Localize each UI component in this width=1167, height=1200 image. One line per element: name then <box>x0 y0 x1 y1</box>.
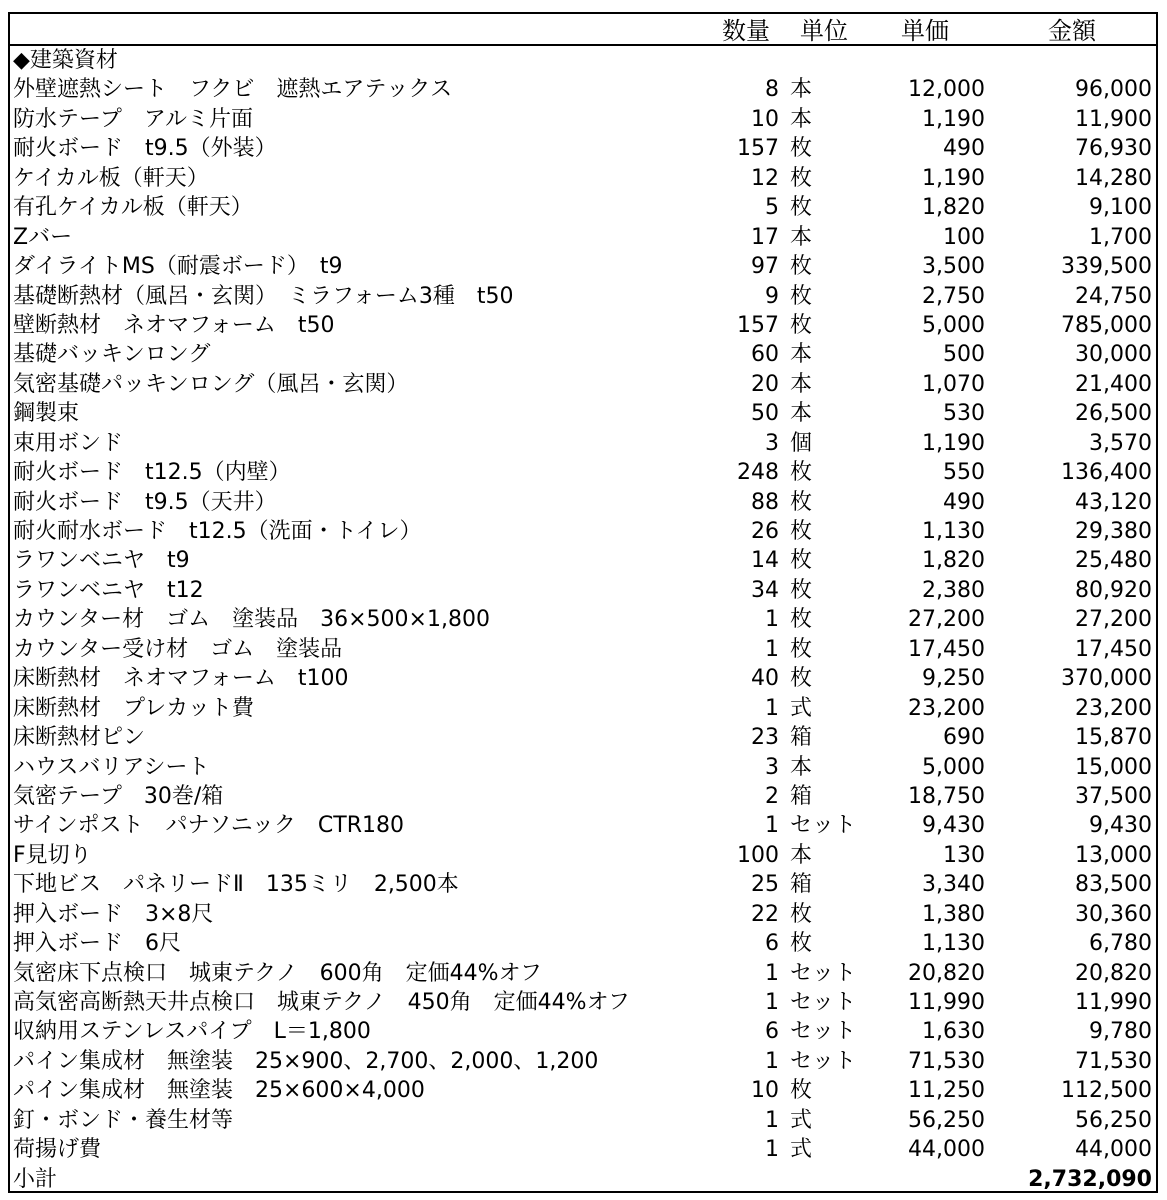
item-name: サインポスト パナソニック CTR180 <box>13 813 404 839</box>
item-unit-price: 1,070 <box>922 371 985 397</box>
item-qty: 22 <box>751 901 779 927</box>
item-qty: 17 <box>751 224 779 250</box>
item-amount: 96,000 <box>1075 77 1152 103</box>
table-row <box>10 282 1156 311</box>
item-unit-price: 1,190 <box>922 165 985 191</box>
item-unit: 枚 <box>790 460 813 486</box>
item-unit-price: 1,190 <box>922 430 985 456</box>
item-name: 防水テープ アルミ片面 <box>13 106 254 132</box>
item-name: パイン集成材 無塗装 25×600×4,000 <box>13 1078 425 1104</box>
item-name: 基礎バッキンロング <box>13 342 211 368</box>
item-amount: 56,250 <box>1075 1107 1152 1133</box>
item-unit: 枚 <box>790 195 813 221</box>
item-amount: 370,000 <box>1061 666 1152 692</box>
item-unit-price: 530 <box>943 401 985 427</box>
item-unit: 枚 <box>790 577 813 603</box>
table-row <box>10 988 1156 1017</box>
item-amount: 29,380 <box>1075 519 1152 544</box>
item-unit: 枚 <box>790 666 813 692</box>
item-unit-price: 5,000 <box>922 754 985 780</box>
item-unit-price: 490 <box>943 136 985 162</box>
table-row <box>10 1076 1156 1105</box>
item-unit: 枚 <box>790 548 813 574</box>
item-unit-price: 130 <box>943 842 985 868</box>
item-name: ラワンベニヤ t12 <box>13 577 204 603</box>
item-amount: 3,570 <box>1089 430 1152 456</box>
item-unit: 枚 <box>790 165 813 191</box>
item-qty: 1 <box>765 813 779 839</box>
item-qty: 26 <box>751 519 779 544</box>
estimate-sheet <box>8 12 1158 1193</box>
item-name: 外壁遮熱シート フクビ 遮熱エアテックス <box>13 77 453 103</box>
item-unit-price: 690 <box>943 725 985 751</box>
item-name: 気密基礎パッキンロング（風呂・玄関） <box>13 371 409 397</box>
item-name: カウンター材 ゴム 塗装品 36×500×1,800 <box>13 607 490 633</box>
item-name: ダイライトMS（耐震ボード） t9 <box>13 254 343 280</box>
item-qty: 34 <box>751 577 779 603</box>
item-unit: 枚 <box>790 519 813 544</box>
item-amount: 785,000 <box>1061 312 1152 338</box>
item-unit-price: 56,250 <box>908 1107 985 1133</box>
table-row <box>10 193 1156 222</box>
header-price: 単価 <box>901 17 949 45</box>
item-unit-price: 23,200 <box>908 695 985 721</box>
item-unit: 枚 <box>790 489 813 515</box>
item-amount: 27,200 <box>1075 607 1152 633</box>
item-unit-price: 5,000 <box>922 312 985 338</box>
table-row <box>10 782 1156 811</box>
item-amount: 11,990 <box>1075 990 1152 1015</box>
item-amount: 23,200 <box>1075 695 1152 721</box>
item-unit: 枚 <box>790 636 813 662</box>
item-unit-price: 1,380 <box>922 901 985 927</box>
item-qty: 1 <box>765 960 779 986</box>
table-row <box>10 753 1156 782</box>
table-row <box>10 929 1156 958</box>
item-unit: 枚 <box>790 931 813 957</box>
table-row <box>10 959 1156 988</box>
item-name: 押入ボード 3×8尺 <box>13 901 214 927</box>
item-qty: 100 <box>737 842 779 868</box>
item-qty: 50 <box>751 401 779 427</box>
item-unit-price: 1,820 <box>922 548 985 574</box>
item-unit: 枚 <box>790 312 813 338</box>
item-unit-price: 1,630 <box>922 1019 985 1045</box>
item-name: 耐火ボード t12.5（内壁） <box>13 460 291 486</box>
item-unit-price: 12,000 <box>908 77 985 103</box>
item-unit-price: 27,200 <box>908 607 985 633</box>
table-row <box>10 1135 1156 1164</box>
item-qty: 9 <box>765 283 779 309</box>
item-unit-price: 1,130 <box>922 931 985 957</box>
item-amount: 30,000 <box>1075 342 1152 368</box>
item-qty: 14 <box>751 548 779 574</box>
item-name: ケイカル板（軒天） <box>13 165 209 191</box>
item-unit-price: 17,450 <box>908 636 985 662</box>
item-amount: 17,450 <box>1075 636 1152 662</box>
item-unit-price: 490 <box>943 489 985 515</box>
item-name: カウンター受け材 ゴム 塗装品 <box>13 636 343 662</box>
item-unit-price: 550 <box>943 460 985 486</box>
item-unit: 箱 <box>790 783 813 809</box>
header-qty: 数量 <box>722 17 770 45</box>
table-row <box>10 605 1156 634</box>
table-row <box>10 164 1156 193</box>
table-row <box>10 546 1156 575</box>
item-unit-price: 1,130 <box>922 519 985 544</box>
item-amount: 339,500 <box>1061 254 1152 280</box>
item-qty: 3 <box>765 754 779 780</box>
item-name: 床断熱材 プレカット費 <box>13 695 254 721</box>
item-unit-price: 2,380 <box>922 577 985 603</box>
item-name: ラワンベニヤ t9 <box>13 548 190 574</box>
item-unit-price: 3,340 <box>922 872 985 898</box>
item-amount: 14,280 <box>1075 165 1152 191</box>
item-amount: 15,000 <box>1075 754 1152 780</box>
item-name: 釘・ボンド・養生材等 <box>13 1107 234 1133</box>
subtotal-amount: 2,732,090 <box>1028 1166 1152 1192</box>
item-unit: 枚 <box>790 607 813 633</box>
subtotal-row <box>10 1165 1156 1194</box>
item-name: 下地ビス パネリードⅡ 135ミリ 2,500本 <box>13 872 459 898</box>
item-name: 荷揚げ費 <box>13 1137 102 1163</box>
table-row <box>10 134 1156 163</box>
item-unit-price: 100 <box>943 224 985 250</box>
item-unit: 本 <box>790 401 813 427</box>
table-row <box>10 1106 1156 1135</box>
item-qty: 157 <box>737 312 779 338</box>
item-qty: 3 <box>765 430 779 456</box>
item-amount: 9,430 <box>1089 813 1152 839</box>
table-row <box>10 576 1156 605</box>
item-amount: 83,500 <box>1075 872 1152 898</box>
item-amount: 80,920 <box>1075 577 1152 603</box>
table-row <box>10 694 1156 723</box>
item-unit-price: 9,250 <box>922 666 985 692</box>
item-qty: 5 <box>765 195 779 221</box>
item-name: 収納用ステンレスパイプ L＝1,800 <box>13 1019 371 1045</box>
table-row <box>10 841 1156 870</box>
section-title: ◆建築資材 <box>13 48 118 73</box>
item-qty: 12 <box>751 165 779 191</box>
table-row <box>10 723 1156 752</box>
item-amount: 37,500 <box>1075 783 1152 809</box>
item-amount: 43,120 <box>1075 489 1152 515</box>
table-row <box>10 1047 1156 1076</box>
item-unit-price: 11,250 <box>908 1078 985 1104</box>
item-amount: 20,820 <box>1075 960 1152 986</box>
item-amount: 71,530 <box>1075 1048 1152 1074</box>
item-name: 気密床下点検口 城東テクノ 600角 定価44%オフ <box>13 960 542 986</box>
item-name: 高気密高断熱天井点検口 城東テクノ 450角 定価44%オフ <box>13 990 630 1015</box>
item-amount: 15,870 <box>1075 725 1152 751</box>
item-unit: 箱 <box>790 872 813 898</box>
item-amount: 11,900 <box>1075 106 1152 132</box>
item-qty: 1 <box>765 990 779 1015</box>
item-unit: 式 <box>790 695 813 721</box>
item-qty: 25 <box>751 872 779 898</box>
item-qty: 1 <box>765 695 779 721</box>
item-amount: 76,930 <box>1075 136 1152 162</box>
item-qty: 2 <box>765 783 779 809</box>
item-unit-price: 500 <box>943 342 985 368</box>
item-unit: 本 <box>790 342 813 368</box>
item-qty: 1 <box>765 607 779 633</box>
item-name: 有孔ケイカル板（軒天） <box>13 195 253 221</box>
table-row <box>10 458 1156 487</box>
item-amount: 13,000 <box>1075 842 1152 868</box>
table-row <box>10 252 1156 281</box>
item-amount: 1,700 <box>1089 224 1152 250</box>
table-row <box>10 1017 1156 1046</box>
item-unit: 式 <box>790 1107 813 1133</box>
item-name: 壁断熱材 ネオマフォーム t50 <box>13 312 335 338</box>
item-name: 基礎断熱材（風呂・玄関） ミラフォーム3種 t50 <box>13 283 514 309</box>
item-unit: 枚 <box>790 901 813 927</box>
item-unit: 枚 <box>790 136 813 162</box>
item-qty: 23 <box>751 725 779 751</box>
item-qty: 10 <box>751 106 779 132</box>
item-name: F見切り <box>13 842 92 868</box>
item-name: 耐火ボード t9.5（外装） <box>13 136 277 162</box>
table-row <box>10 900 1156 929</box>
table-row <box>10 311 1156 340</box>
table-body <box>10 46 1156 1194</box>
item-name: 床断熱材 ネオマフォーム t100 <box>13 666 349 692</box>
item-name: 鋼製束 <box>13 401 80 427</box>
table-row <box>10 664 1156 693</box>
item-qty: 97 <box>751 254 779 280</box>
item-qty: 10 <box>751 1078 779 1104</box>
table-row <box>10 223 1156 252</box>
item-unit: 個 <box>790 430 813 456</box>
item-name: ハウスバリアシート <box>13 754 210 780</box>
item-amount: 9,100 <box>1089 195 1152 221</box>
item-unit-price: 3,500 <box>922 254 985 280</box>
item-unit: 式 <box>790 1137 813 1163</box>
item-unit: セット <box>790 813 857 839</box>
table-row <box>10 75 1156 104</box>
table-header <box>10 14 1156 46</box>
item-unit-price: 1,190 <box>922 106 985 132</box>
item-qty: 6 <box>765 931 779 957</box>
item-unit: セット <box>790 990 857 1015</box>
item-amount: 26,500 <box>1075 401 1152 427</box>
item-unit: セット <box>790 1019 857 1045</box>
item-amount: 9,780 <box>1089 1019 1152 1045</box>
item-unit-price: 2,750 <box>922 283 985 309</box>
item-unit: 枚 <box>790 1078 813 1104</box>
item-amount: 44,000 <box>1075 1137 1152 1163</box>
item-name: Zバー <box>13 224 73 250</box>
item-qty: 8 <box>765 77 779 103</box>
item-name: 押入ボード 6尺 <box>13 931 181 957</box>
item-unit-price: 71,530 <box>908 1048 985 1074</box>
item-unit: 本 <box>790 106 813 132</box>
header-unit: 単位 <box>800 17 848 45</box>
item-unit: 本 <box>790 754 813 780</box>
item-name: 床断熱材ピン <box>13 725 146 751</box>
item-name: 気密テープ 30巻/箱 <box>13 783 224 809</box>
table-row <box>10 870 1156 899</box>
item-amount: 6,780 <box>1089 931 1152 957</box>
subtotal-label: 小計 <box>13 1166 58 1192</box>
item-unit: 枚 <box>790 254 813 280</box>
item-amount: 30,360 <box>1075 901 1152 927</box>
item-amount: 136,400 <box>1061 460 1152 486</box>
table-row <box>10 811 1156 840</box>
item-unit-price: 9,430 <box>922 813 985 839</box>
table-row <box>10 488 1156 517</box>
item-unit-price: 20,820 <box>908 960 985 986</box>
table-row <box>10 517 1156 546</box>
item-qty: 1 <box>765 1137 779 1163</box>
item-name: 耐火耐水ボード t12.5（洗面・トイレ） <box>13 519 422 544</box>
table-row <box>10 105 1156 134</box>
item-unit: 箱 <box>790 725 813 751</box>
item-qty: 20 <box>751 371 779 397</box>
table-row <box>10 340 1156 369</box>
item-unit: 本 <box>790 224 813 250</box>
item-qty: 88 <box>751 489 779 515</box>
item-qty: 6 <box>765 1019 779 1045</box>
item-unit: セット <box>790 960 857 986</box>
item-unit: 枚 <box>790 283 813 309</box>
item-unit-price: 1,820 <box>922 195 985 221</box>
item-amount: 112,500 <box>1061 1078 1152 1104</box>
table-row <box>10 399 1156 428</box>
item-unit: セット <box>790 1048 857 1074</box>
item-amount: 21,400 <box>1075 371 1152 397</box>
header-amount: 金額 <box>1048 17 1096 45</box>
item-unit: 本 <box>790 842 813 868</box>
item-amount: 24,750 <box>1075 283 1152 309</box>
item-unit: 本 <box>790 371 813 397</box>
item-name: 耐火ボード t9.5（天井） <box>13 489 277 515</box>
item-qty: 60 <box>751 342 779 368</box>
item-unit: 本 <box>790 77 813 103</box>
table-row <box>10 429 1156 458</box>
item-name: 束用ボンド <box>13 430 124 456</box>
table-row <box>10 370 1156 399</box>
item-qty: 248 <box>737 460 779 486</box>
item-qty: 40 <box>751 666 779 692</box>
item-qty: 157 <box>737 136 779 162</box>
item-amount: 25,480 <box>1075 548 1152 574</box>
item-name: パイン集成材 無塗装 25×900、2,700、2,000、1,200 <box>13 1048 599 1074</box>
item-unit-price: 44,000 <box>908 1137 985 1163</box>
item-qty: 1 <box>765 1048 779 1074</box>
item-qty: 1 <box>765 1107 779 1133</box>
table-row <box>10 635 1156 664</box>
item-qty: 1 <box>765 636 779 662</box>
item-unit-price: 11,990 <box>908 990 985 1015</box>
section-heading-row <box>10 46 1156 75</box>
item-unit-price: 18,750 <box>908 783 985 809</box>
